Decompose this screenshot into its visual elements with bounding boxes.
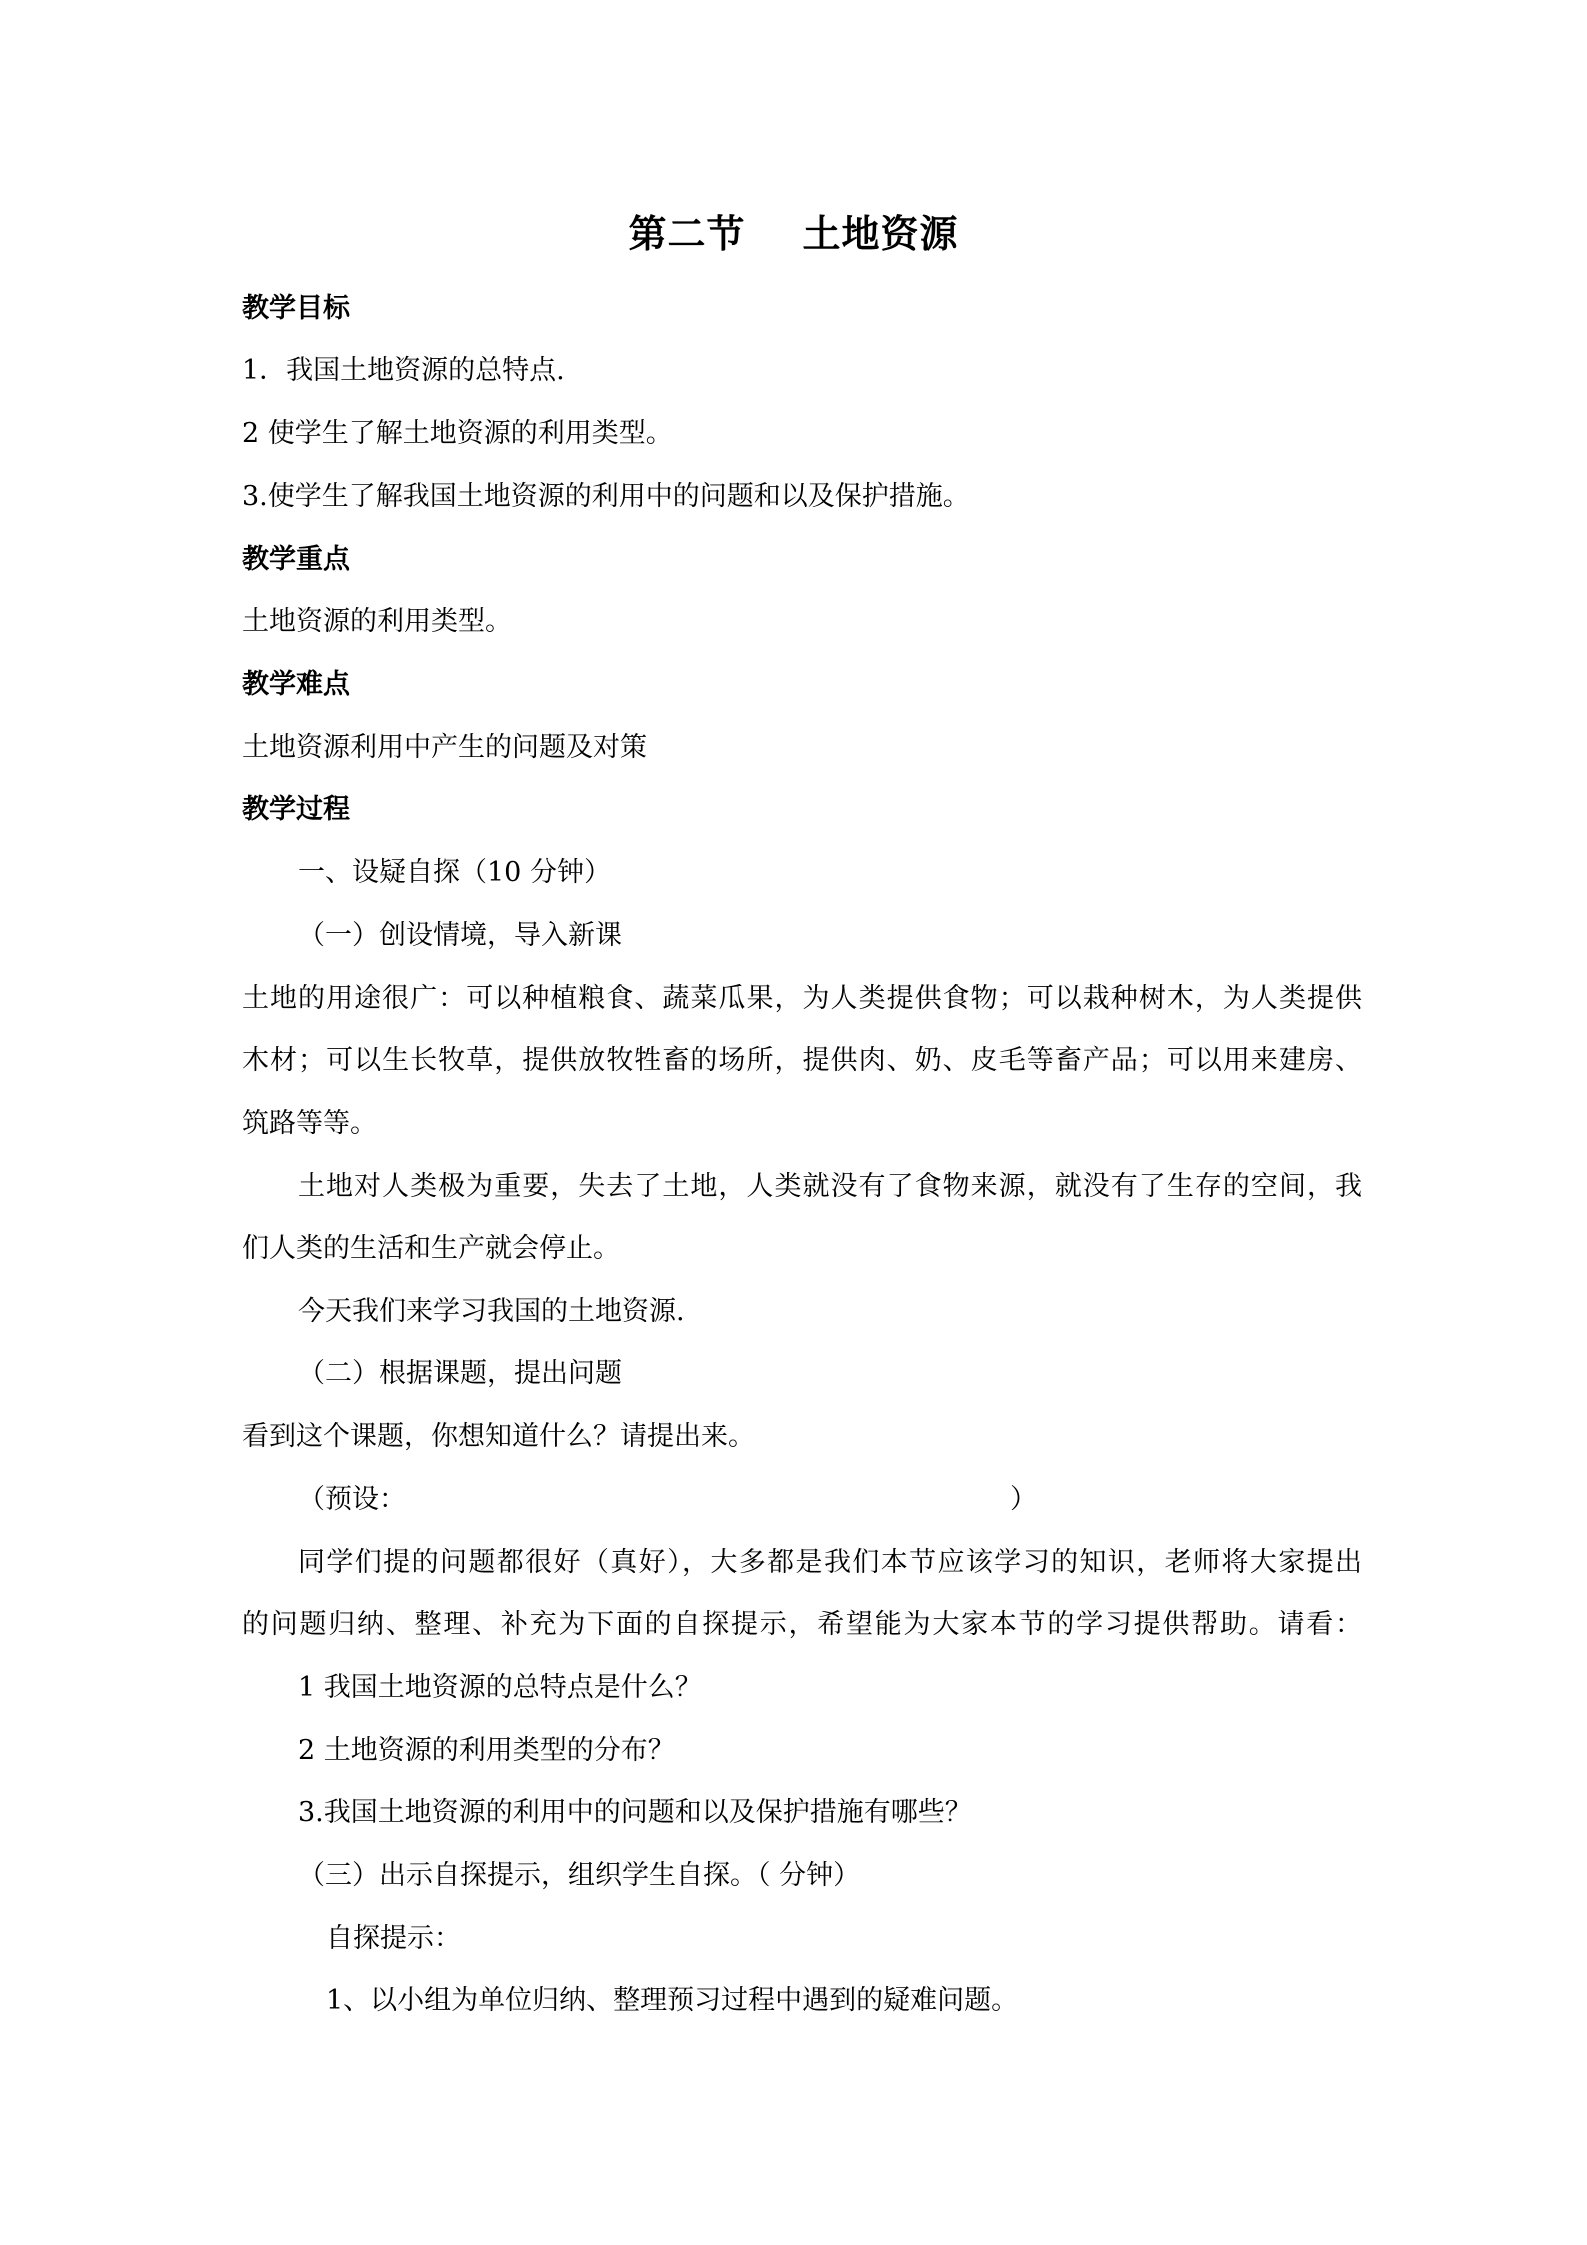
key-point-text: 土地资源的利用类型。 xyxy=(242,606,512,637)
page-title: 第二节 土地资源 xyxy=(628,211,959,256)
paragraph-1-line-3: 筑路等等。 xyxy=(242,1108,377,1139)
question-1: 1 我国土地资源的总特点是什么？ xyxy=(298,1672,702,1703)
question-2: 2 土地资源的利用类型的分布？ xyxy=(298,1735,675,1766)
paragraph-3: 今天我们来学习我国的土地资源. xyxy=(298,1296,685,1327)
goal-item-2: 2 使学生了解土地资源的利用类型。 xyxy=(242,418,673,449)
process-step-1: （一）创设情境，导入新课 xyxy=(298,920,622,951)
paragraph-1-line-2: 木材；可以生长牧草，提供放牧牲畜的场所，提供肉、奶、皮毛等畜产品；可以用来建房、 xyxy=(242,1045,1362,1076)
paragraph-2-line-2: 们人类的生活和生产就会停止。 xyxy=(242,1233,620,1264)
goal-item-3: 3.使学生了解我国土地资源的利用中的问题和以及保护措施。 xyxy=(242,481,970,512)
paragraph-4: 看到这个课题，你想知道什么？请提出来。 xyxy=(242,1421,755,1452)
paragraph-1-line-1: 土地的用途很广：可以种植粮食、蔬菜瓜果，为人类提供食物；可以栽种树木，为人类提供 xyxy=(242,983,1362,1014)
question-3: 3.我国土地资源的利用中的问题和以及保护措施有哪些？ xyxy=(298,1797,972,1828)
key-point-heading: 教学重点 xyxy=(242,544,350,575)
difficulty-text: 土地资源利用中产生的问题及对策 xyxy=(242,732,647,763)
hint-item-1: 1、以小组为单位归纳、整理预习过程中遇到的疑难问题。 xyxy=(326,1985,1019,2016)
difficulty-heading: 教学难点 xyxy=(242,669,350,700)
process-step-2: （二）根据课题，提出问题 xyxy=(298,1358,622,1389)
preset-close: ） xyxy=(1010,1484,1037,1515)
paragraph-5-line-1: 同学们提的问题都很好（真好），大多都是我们本节应该学习的知识，老师将大家提出 xyxy=(298,1547,1362,1578)
process-heading: 教学过程 xyxy=(242,794,350,825)
paragraph-2-line-1: 土地对人类极为重要，失去了土地，人类就没有了食物来源，就没有了生存的空间，我 xyxy=(298,1171,1362,1202)
process-part-1: 一、设疑自探（10 分钟） xyxy=(298,857,611,888)
goal-item-1: 1．我国土地资源的总特点. xyxy=(242,355,565,386)
paragraph-5-line-2: 的问题归纳、整理、补充为下面的自探提示，希望能为大家本节的学习提供帮助。请看： xyxy=(242,1609,1362,1640)
process-step-3: （三）出示自探提示，组织学生自探。（ 分钟） xyxy=(298,1860,861,1891)
preset-open: （预设： xyxy=(298,1484,406,1515)
goals-heading: 教学目标 xyxy=(242,293,350,324)
hint-label: 自探提示： xyxy=(326,1923,461,1954)
